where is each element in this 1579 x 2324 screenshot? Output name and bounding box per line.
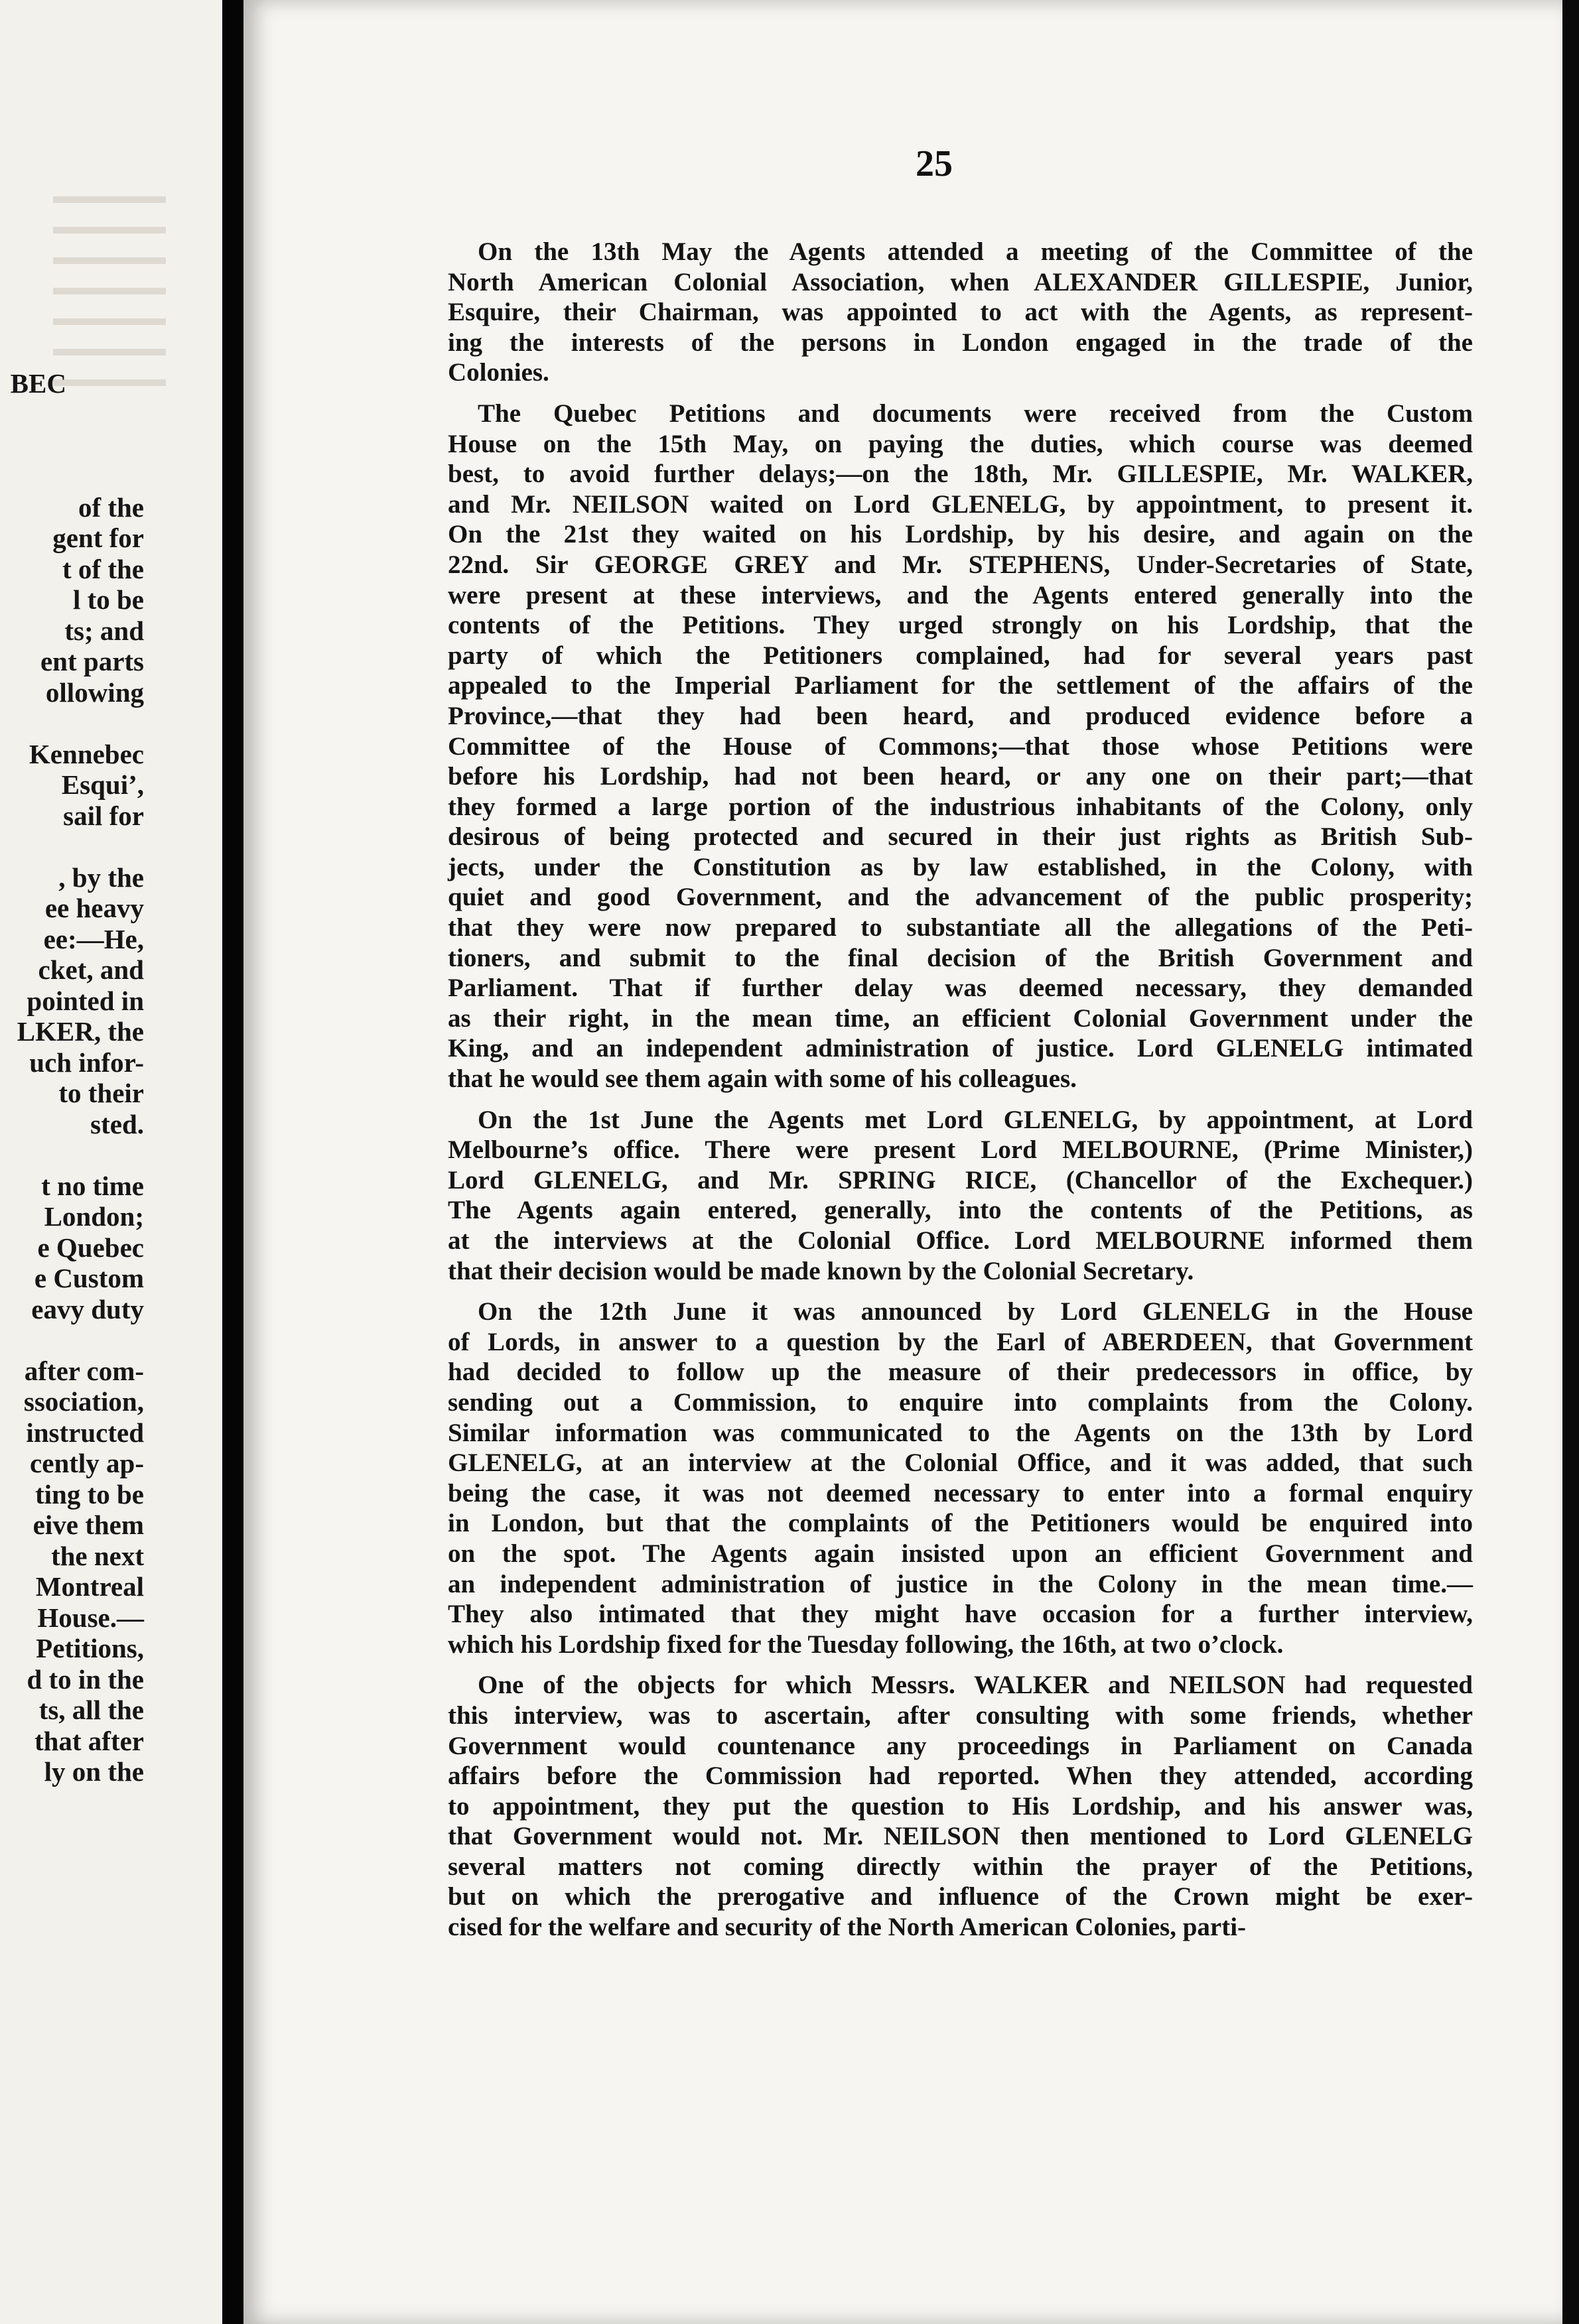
page-edge-shadow xyxy=(1562,0,1579,2324)
facing-page-line: to their xyxy=(58,1078,144,1108)
text-line: before his Lordship, had not been heard, or any one on their part;—that xyxy=(448,762,1473,791)
facing-page-line: LKER, the xyxy=(17,1016,144,1047)
text-line: at the interviews at the Colonial Office. Lord MELBOURNE informed them xyxy=(448,1226,1473,1255)
text-line: quiet and good Government, and the advancement of the public prosperity; xyxy=(448,883,1473,912)
facing-page-line: , by the xyxy=(58,862,144,893)
text-line: of Lords, in answer to a question by the Earl of ABERDEEN, that Government xyxy=(448,1327,1473,1356)
text-line: but on which the prerogative and influence of the Crown might be exer- xyxy=(448,1882,1473,1911)
facing-page-line: ly on the xyxy=(44,1756,144,1787)
facing-page-line: sted. xyxy=(90,1108,144,1139)
text-line: that Government would not. Mr. NEILSON then mentioned to Lord GLENELG xyxy=(448,1822,1473,1851)
text-line: and Mr. NEILSON waited on Lord GLENELG, by appointment, to present it. xyxy=(448,489,1473,519)
text-line: several matters not coming directly within the prayer of the Petitions, xyxy=(448,1852,1473,1881)
facing-page-line: l to be xyxy=(72,584,144,615)
text-line: were present at these interviews, and the Agents entered generally into the xyxy=(448,580,1473,610)
text-line: On the 21st they waited on his Lordship, by his desire, and again on the xyxy=(448,520,1473,549)
text-line: party of which the Petitioners complained, had for several years past xyxy=(448,641,1473,670)
facing-page-line: cently ap- xyxy=(30,1448,144,1478)
facing-page-line xyxy=(17,399,144,492)
text-line: tioners, and submit to the final decision of the British Government and xyxy=(448,943,1473,972)
text-line: to appointment, they put the question to His Lordship, and his answer was, xyxy=(448,1791,1473,1821)
text-line: Government would countenance any proceedings in Parliament on Canada xyxy=(448,1731,1473,1760)
text-line: affairs before the Commission had reported. When they attended, according xyxy=(448,1762,1473,1791)
facing-page-line: ee:—He, xyxy=(43,923,144,954)
facing-page-line: ollowing xyxy=(45,677,144,708)
text-line: best, to avoid further delays;—on the 18th, Mr. GILLESPIE, Mr. WALKER, xyxy=(448,460,1473,489)
text-line: this interview, was to ascertain, after consulting with some friends, whether xyxy=(448,1701,1473,1730)
text-line: Esquire, their Chairman, was appointed to act with the Agents, as represent- xyxy=(448,298,1473,327)
text-line: had decided to follow up the measure of their predecessors in office, by xyxy=(448,1358,1473,1387)
paragraph xyxy=(448,1105,1473,1287)
paragraph xyxy=(448,399,1473,1094)
facing-page-fragment xyxy=(0,0,222,2324)
facing-page-line: t of the xyxy=(62,553,144,584)
text-line: One of the objects for which Messrs. WALKER and NEILSON had requested xyxy=(478,1671,1473,1700)
facing-page-line: BEC xyxy=(10,368,66,399)
facing-page-line xyxy=(17,831,144,862)
body-text xyxy=(448,237,1473,1953)
text-line: contents of the Petitions. They urged strongly on his Lordship, that the xyxy=(448,611,1473,640)
text-line: Province,—that they had been heard, and produced evidence before a xyxy=(448,701,1473,730)
text-line: They also intimated that they might have occasion for a further interview, xyxy=(448,1600,1473,1629)
text-line: On the 13th May the Agents attended a meeting of the Committee of the xyxy=(478,237,1473,266)
text-line: Committee of the House of Commons;—that those whose Petitions were xyxy=(448,732,1473,761)
text-line: On the 1st June the Agents met Lord GLENELG, by appointment, at Lord xyxy=(478,1105,1473,1134)
text-line: GLENELG, at an interview at the Colonial Office, and it was added, that such xyxy=(448,1449,1473,1478)
facing-page-line: ee heavy xyxy=(44,893,144,923)
text-line: Parliament. That if further delay was deemed necessary, they demanded xyxy=(448,974,1473,1003)
text-line: jects, under the Constitution as by law established, in the Colony, with xyxy=(448,852,1473,881)
facing-page-line: Petitions, xyxy=(36,1633,144,1663)
facing-page-line xyxy=(17,1139,144,1171)
book-gutter xyxy=(222,0,243,2324)
facing-page-line: cket, and xyxy=(38,954,144,985)
text-line: ing the interests of the persons in London engaged in the trade of the xyxy=(448,328,1473,357)
text-line: on the spot. The Agents again insisted upon an efficient Government and xyxy=(448,1539,1473,1568)
text-line: appealed to the Imperial Parliament for the settlement of the affairs of the xyxy=(448,671,1473,700)
facing-page-line xyxy=(17,1324,144,1356)
text-line: in London, but that the complaints of the Petitioners would be enquired into xyxy=(448,1509,1473,1538)
paragraph xyxy=(448,237,1473,388)
facing-page-line: t no time xyxy=(41,1170,144,1201)
facing-page-line: London; xyxy=(44,1201,144,1232)
facing-page-line: the next xyxy=(50,1540,144,1571)
text-line: they formed a large portion of the industrious inhabitants of the Colony, only xyxy=(448,792,1473,821)
facing-page-line: after com- xyxy=(24,1355,144,1386)
facing-page-line: House.— xyxy=(37,1602,144,1633)
facing-page-line: of the xyxy=(78,491,144,523)
text-line: desirous of being protected and secured in their just rights as British Sub- xyxy=(448,822,1473,852)
facing-page-line: ting to be xyxy=(35,1478,144,1510)
facing-page-text xyxy=(10,0,144,1787)
facing-page-line: gent for xyxy=(52,523,144,553)
text-line: that he would see them again with some of his colleagues. xyxy=(448,1065,1077,1094)
text-line: which his Lordship fixed for the Tuesday following, the 16th, at two o’clock. xyxy=(448,1630,1284,1659)
facing-page-line: eive them xyxy=(33,1510,144,1540)
text-line: Colonies. xyxy=(448,358,549,387)
text-line: Melbourne’s office. There were present Lord MELBOURNE, (Prime Minister,) xyxy=(448,1135,1473,1165)
text-line: On the 12th June it was announced by Lord GLENELG in the House xyxy=(478,1297,1473,1326)
facing-page-line: instructed xyxy=(26,1417,144,1448)
text-line: cised for the welfare and security of the North American Colonies, parti- xyxy=(448,1913,1247,1942)
page-number: 25 xyxy=(916,143,953,184)
paragraph xyxy=(448,1297,1473,1659)
facing-page-line: d to in the xyxy=(27,1663,144,1695)
facing-page-line: ts; and xyxy=(64,615,144,646)
facing-page-line: e Custom xyxy=(34,1263,144,1293)
facing-page-line: ssociation, xyxy=(23,1386,144,1417)
facing-page-line: eavy duty xyxy=(31,1293,144,1324)
facing-page-line: Esqui’, xyxy=(61,769,144,800)
text-line: King, and an independent administration of justice. Lord GLENELG intimated xyxy=(448,1034,1473,1063)
text-line: sending out a Commission, to enquire into complaints from the Colony. xyxy=(448,1388,1473,1417)
text-line: 22nd. Sir GEORGE GREY and Mr. STEPHENS, Under-Secretaries of State, xyxy=(448,550,1473,579)
facing-page-line: ts, all the xyxy=(38,1695,144,1725)
text-line: North American Colonial Association, when ALEXANDER GILLESPIE, Junior, xyxy=(448,267,1473,296)
text-line: being the case, it was not deemed necessary to enter into a formal enquiry xyxy=(448,1478,1473,1508)
facing-page-line: pointed in xyxy=(27,985,144,1016)
facing-page-line: Kennebec xyxy=(29,738,144,769)
facing-page-line: uch infor- xyxy=(29,1047,144,1078)
facing-page-line xyxy=(17,708,144,739)
text-line: that they were now prepared to substantiate all the allegations of the Peti- xyxy=(448,913,1473,942)
text-line: an independent administration of justice in the Colony in the mean time.— xyxy=(448,1569,1473,1598)
text-line: The Agents again entered, generally, into the contents of the Petitions, as xyxy=(448,1196,1473,1225)
facing-page-line: ent parts xyxy=(40,646,144,677)
text-line: House on the 15th May, on paying the duties, which course was deemed xyxy=(448,429,1473,458)
text-line: that their decision would be made known by the Colonial Secretary. xyxy=(448,1256,1194,1285)
text-line: Similar information was communicated to the Agents on the 13th by Lord xyxy=(448,1418,1473,1447)
facing-page-line: e Quebec xyxy=(37,1232,144,1263)
facing-page-line: that after xyxy=(34,1725,144,1756)
facing-page-line: Montreal xyxy=(35,1571,144,1602)
text-line: The Quebec Petitions and documents were received from the Custom xyxy=(478,399,1473,428)
text-line: as their right, in the mean time, an efficient Colonial Government under the xyxy=(448,1003,1473,1033)
text-line: Lord GLENELG, and Mr. SPRING RICE, (Chancellor of the Exchequer.) xyxy=(448,1165,1473,1194)
facing-page-line: sail for xyxy=(63,800,144,831)
paragraph xyxy=(448,1670,1473,1942)
